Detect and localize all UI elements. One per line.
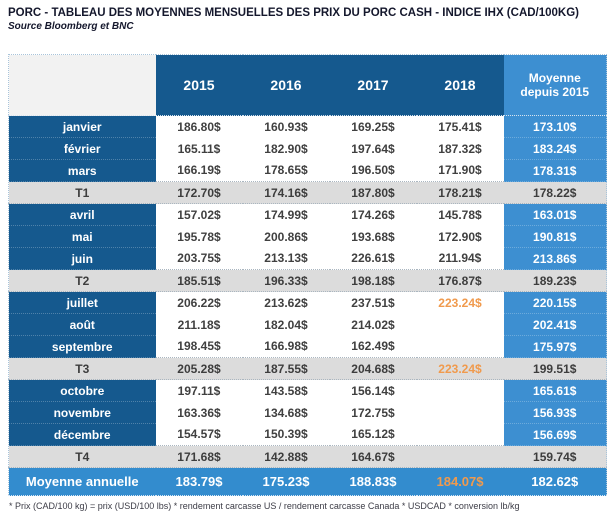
table-row — [9, 424, 607, 446]
value-cell: 156.69$ — [504, 424, 607, 446]
value-cell: 237.51$ — [330, 292, 417, 314]
value-cell: 205.28$ — [156, 358, 243, 380]
row-label: septembre — [9, 336, 156, 358]
row-label: août — [9, 314, 156, 336]
value-cell: 166.19$ — [156, 160, 243, 182]
row-label: décembre — [9, 424, 156, 446]
price-table — [8, 54, 607, 496]
value-cell: 203.75$ — [156, 248, 243, 270]
table-row — [9, 380, 607, 402]
value-cell: 197.11$ — [156, 380, 243, 402]
table-row — [9, 336, 607, 358]
footnote: * Prix (CAD/100 kg) = prix (USD/100 lbs) * rendement carcasse US / rendement carcasse Canada * USDCAD * conversion lb/kg — [9, 501, 520, 511]
value-cell: 195.78$ — [156, 226, 243, 248]
row-label: T3 — [9, 358, 156, 380]
table-row — [9, 160, 607, 182]
corner-cell — [9, 55, 156, 116]
value-cell: 174.16$ — [243, 182, 330, 204]
table-body — [9, 116, 607, 496]
value-cell: 160.93$ — [243, 116, 330, 138]
row-label: T1 — [9, 182, 156, 204]
row-label: avril — [9, 204, 156, 226]
row-label: octobre — [9, 380, 156, 402]
value-cell: 174.99$ — [243, 204, 330, 226]
value-cell: 182.04$ — [243, 314, 330, 336]
value-cell: 187.32$ — [417, 138, 504, 160]
table-row — [9, 292, 607, 314]
value-cell: 150.39$ — [243, 424, 330, 446]
value-cell: 169.25$ — [330, 116, 417, 138]
value-cell: 183.79$ — [156, 468, 243, 496]
value-cell: 193.68$ — [330, 226, 417, 248]
value-cell: 165.12$ — [330, 424, 417, 446]
value-cell: 188.83$ — [330, 468, 417, 496]
value-cell: 176.87$ — [417, 270, 504, 292]
value-cell: 202.41$ — [504, 314, 607, 336]
value-cell: 156.14$ — [330, 380, 417, 402]
row-label: juillet — [9, 292, 156, 314]
value-cell: 166.98$ — [243, 336, 330, 358]
value-cell: 165.11$ — [156, 138, 243, 160]
value-cell: 184.07$ — [417, 468, 504, 496]
column-header-2015: 2015 — [156, 55, 243, 116]
value-cell: 162.49$ — [330, 336, 417, 358]
value-cell: 206.22$ — [156, 292, 243, 314]
value-cell: 214.02$ — [330, 314, 417, 336]
table-row — [9, 358, 607, 380]
table-row — [9, 248, 607, 270]
value-cell: 178.65$ — [243, 160, 330, 182]
value-cell: 175.23$ — [243, 468, 330, 496]
value-cell — [417, 380, 504, 402]
value-cell: 223.24$ — [417, 358, 504, 380]
row-label: février — [9, 138, 156, 160]
value-cell: 211.94$ — [417, 248, 504, 270]
value-cell: 196.50$ — [330, 160, 417, 182]
value-cell: 223.24$ — [417, 292, 504, 314]
value-cell: 200.86$ — [243, 226, 330, 248]
value-cell: 185.51$ — [156, 270, 243, 292]
table-header-row — [9, 55, 607, 116]
value-cell: 183.24$ — [504, 138, 607, 160]
table-row — [9, 468, 607, 496]
value-cell: 178.21$ — [417, 182, 504, 204]
value-cell — [417, 424, 504, 446]
value-cell: 173.10$ — [504, 116, 607, 138]
table-row — [9, 116, 607, 138]
value-cell: 163.36$ — [156, 402, 243, 424]
value-cell: 154.57$ — [156, 424, 243, 446]
value-cell — [417, 402, 504, 424]
table-row — [9, 314, 607, 336]
value-cell: 187.80$ — [330, 182, 417, 204]
value-cell: 211.18$ — [156, 314, 243, 336]
row-label: janvier — [9, 116, 156, 138]
value-cell: 182.62$ — [504, 468, 607, 496]
column-header-2018: 2018 — [417, 55, 504, 116]
table-row — [9, 402, 607, 424]
value-cell — [417, 314, 504, 336]
value-cell: 213.13$ — [243, 248, 330, 270]
table-row — [9, 446, 607, 468]
table-row — [9, 270, 607, 292]
value-cell: 143.58$ — [243, 380, 330, 402]
column-header-2017: 2017 — [330, 55, 417, 116]
value-cell: 163.01$ — [504, 204, 607, 226]
value-cell: 142.88$ — [243, 446, 330, 468]
value-cell: 174.26$ — [330, 204, 417, 226]
value-cell: 172.75$ — [330, 402, 417, 424]
source-line: Source Bloomberg et BNC — [8, 21, 134, 32]
table-row — [9, 138, 607, 160]
value-cell: 198.18$ — [330, 270, 417, 292]
column-header-moyenne: Moyenne depuis 2015 — [504, 55, 607, 116]
value-cell: 187.55$ — [243, 358, 330, 380]
value-cell: 172.90$ — [417, 226, 504, 248]
value-cell: 134.68$ — [243, 402, 330, 424]
row-label: juin — [9, 248, 156, 270]
value-cell: 189.23$ — [504, 270, 607, 292]
value-cell: 196.33$ — [243, 270, 330, 292]
value-cell: 171.90$ — [417, 160, 504, 182]
row-label: novembre — [9, 402, 156, 424]
table-row — [9, 182, 607, 204]
value-cell: 175.41$ — [417, 116, 504, 138]
value-cell: 213.86$ — [504, 248, 607, 270]
page-title: PORC - TABLEAU DES MOYENNES MENSUELLES DES PRIX DU PORC CASH - INDICE IHX (CAD/100KG) — [8, 7, 580, 19]
value-cell: 178.31$ — [504, 160, 607, 182]
value-cell: 178.22$ — [504, 182, 607, 204]
value-cell: 204.68$ — [330, 358, 417, 380]
value-cell: 190.81$ — [504, 226, 607, 248]
value-cell: 226.61$ — [330, 248, 417, 270]
row-label: mars — [9, 160, 156, 182]
value-cell: 145.78$ — [417, 204, 504, 226]
value-cell — [417, 446, 504, 468]
value-cell: 213.62$ — [243, 292, 330, 314]
value-cell: 198.45$ — [156, 336, 243, 358]
value-cell: 164.67$ — [330, 446, 417, 468]
value-cell — [417, 336, 504, 358]
value-cell: 199.51$ — [504, 358, 607, 380]
value-cell: 172.70$ — [156, 182, 243, 204]
row-label: mai — [9, 226, 156, 248]
value-cell: 220.15$ — [504, 292, 607, 314]
value-cell: 157.02$ — [156, 204, 243, 226]
value-cell: 186.80$ — [156, 116, 243, 138]
value-cell: 182.90$ — [243, 138, 330, 160]
value-cell: 171.68$ — [156, 446, 243, 468]
row-label: T4 — [9, 446, 156, 468]
row-label: Moyenne annuelle — [9, 468, 156, 496]
value-cell: 159.74$ — [504, 446, 607, 468]
table-row — [9, 204, 607, 226]
value-cell: 156.93$ — [504, 402, 607, 424]
row-label: T2 — [9, 270, 156, 292]
value-cell: 197.64$ — [330, 138, 417, 160]
value-cell: 175.97$ — [504, 336, 607, 358]
table-row — [9, 226, 607, 248]
column-header-2016: 2016 — [243, 55, 330, 116]
value-cell: 165.61$ — [504, 380, 607, 402]
